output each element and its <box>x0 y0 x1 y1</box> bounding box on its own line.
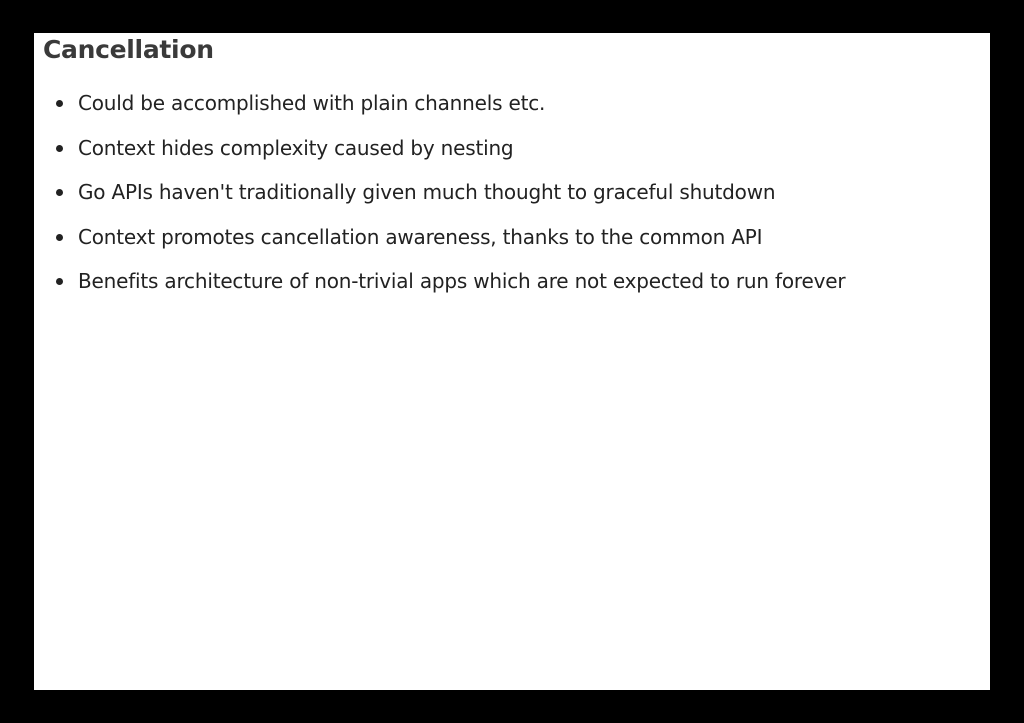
list-item <box>34 88 845 133</box>
list-item <box>34 222 845 267</box>
list-item <box>34 133 845 178</box>
slide <box>34 33 990 690</box>
bullet-text: Context promotes cancellation awareness, thanks to the common API <box>78 224 763 249</box>
bullet-text: Benefits architecture of non-trivial apps which are not expected to run forever <box>78 269 846 294</box>
list-item <box>34 177 845 222</box>
bullet-text: Context hides complexity caused by nesting <box>78 135 514 160</box>
bullet-icon <box>56 100 63 107</box>
bullet-icon <box>56 278 63 285</box>
bullet-list <box>34 88 845 311</box>
bullet-text: Could be accomplished with plain channels etc. <box>78 91 546 115</box>
bullet-icon <box>56 234 63 241</box>
bullet-icon <box>56 145 63 152</box>
list-item <box>34 266 845 311</box>
bullet-icon <box>56 189 63 196</box>
bullet-text: Go APIs haven't traditionally given much thought to graceful shutdown <box>78 180 776 205</box>
slide-title: Cancellation <box>43 35 214 64</box>
